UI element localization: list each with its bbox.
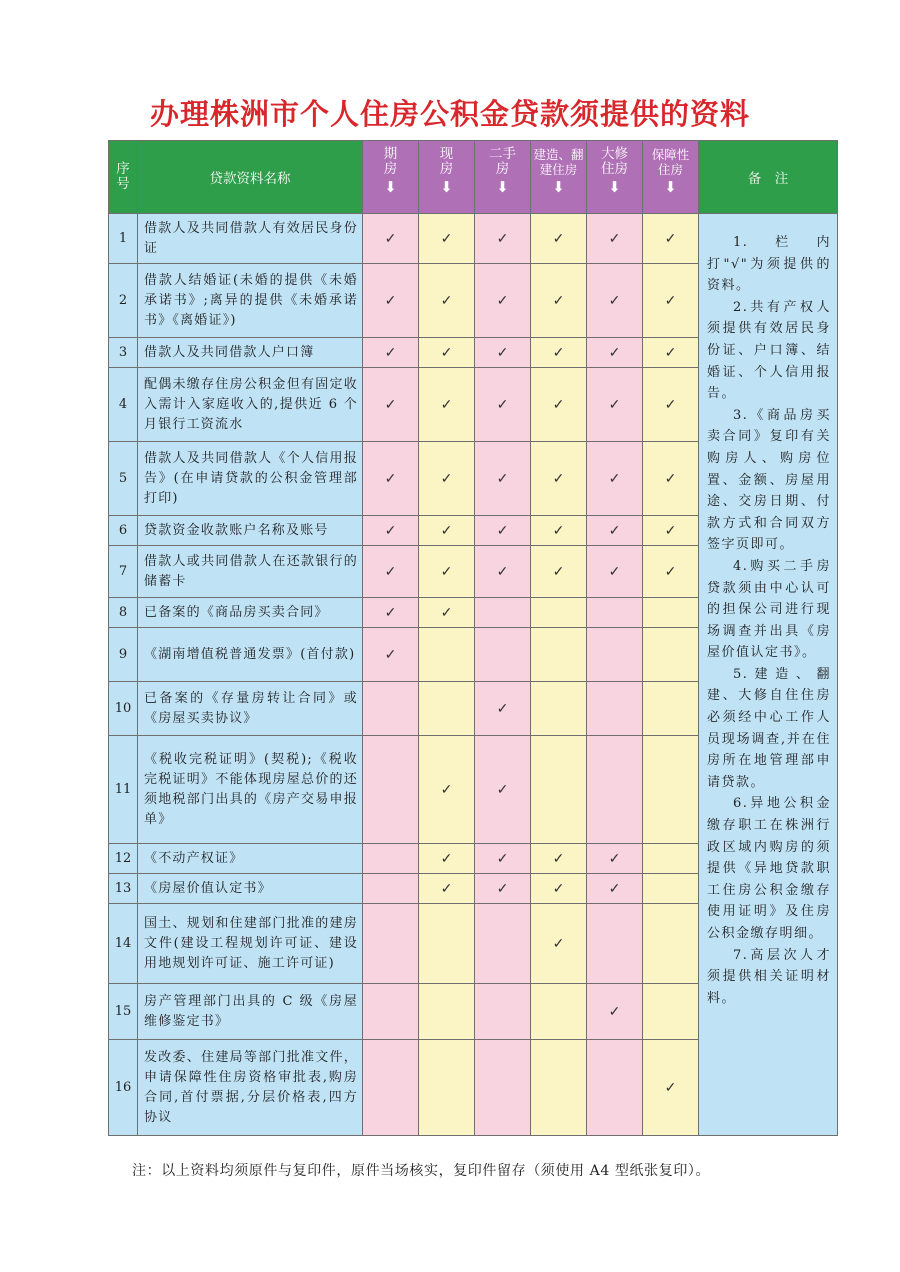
row-number: 9 <box>109 628 138 682</box>
check-cell <box>475 338 531 368</box>
remarks-cell <box>699 214 838 1136</box>
row-number: 16 <box>109 1040 138 1136</box>
check-mark-icon: ✓ <box>552 522 565 539</box>
header-category-2: 现 房 ⬇ <box>419 141 475 214</box>
check-cell <box>643 984 699 1040</box>
check-mark-icon: ✓ <box>440 604 453 621</box>
check-cell <box>587 516 643 546</box>
check-mark-icon: ✓ <box>496 470 509 487</box>
material-name: 房产管理部门出具的 C 级《房屋维修鉴定书》 <box>138 984 363 1040</box>
down-arrow-icon: ⬇ <box>496 178 509 196</box>
check-mark-icon: ✓ <box>496 522 509 539</box>
check-cell <box>587 628 643 682</box>
row-number: 6 <box>109 516 138 546</box>
check-mark-icon: ✓ <box>664 563 677 580</box>
check-cell <box>643 682 699 736</box>
check-mark-icon: ✓ <box>440 880 453 897</box>
material-name: 已备案的《商品房买卖合同》 <box>138 598 363 628</box>
check-cell <box>643 546 699 598</box>
check-cell <box>475 546 531 598</box>
check-mark-icon: ✓ <box>384 344 397 361</box>
remark-item: 4.购买二手房贷款须由中心认可的担保公司进行现场调查并出具《房屋价值认定书》。 <box>707 558 831 661</box>
check-cell <box>475 736 531 844</box>
check-mark-icon: ✓ <box>496 230 509 247</box>
row-number: 14 <box>109 904 138 984</box>
check-mark-icon: ✓ <box>496 880 509 897</box>
row-number: 4 <box>109 368 138 442</box>
remark-item: 7.高层次人才须提供相关证明材料。 <box>707 947 831 1006</box>
check-cell <box>475 874 531 904</box>
check-mark-icon: ✓ <box>608 880 621 897</box>
check-cell <box>587 598 643 628</box>
check-cell <box>587 736 643 844</box>
check-cell <box>475 214 531 264</box>
check-cell <box>363 628 419 682</box>
header-category-3: 二手 房 ⬇ <box>475 141 531 214</box>
check-mark-icon: ✓ <box>496 396 509 413</box>
check-mark-icon: ✓ <box>440 563 453 580</box>
check-mark-icon: ✓ <box>496 700 509 717</box>
check-cell <box>587 442 643 516</box>
check-mark-icon: ✓ <box>608 230 621 247</box>
page-title: 办理株洲市个人住房公积金贷款须提供的资料 <box>149 97 750 131</box>
check-mark-icon: ✓ <box>664 1079 677 1096</box>
check-cell <box>475 682 531 736</box>
check-mark-icon: ✓ <box>552 563 565 580</box>
check-mark-icon: ✓ <box>496 292 509 309</box>
row-number: 2 <box>109 264 138 338</box>
check-mark-icon: ✓ <box>496 344 509 361</box>
check-cell <box>363 874 419 904</box>
check-mark-icon: ✓ <box>552 850 565 867</box>
row-number: 1 <box>109 214 138 264</box>
check-mark-icon: ✓ <box>384 230 397 247</box>
check-cell <box>643 736 699 844</box>
row-number: 8 <box>109 598 138 628</box>
check-cell <box>643 904 699 984</box>
check-mark-icon: ✓ <box>440 850 453 867</box>
check-mark-icon: ✓ <box>608 470 621 487</box>
material-name: 《税收完税证明》(契税);《税收完税证明》不能体现房屋总价的还须地税部门出具的《房产交易申报单》 <box>138 736 363 844</box>
check-cell <box>363 1040 419 1136</box>
check-mark-icon: ✓ <box>440 344 453 361</box>
check-cell <box>419 736 475 844</box>
material-name: 借款人结婚证(未婚的提供《未婚承诺书》;离异的提供《未婚承诺书》《离婚证》) <box>138 264 363 338</box>
check-cell <box>419 516 475 546</box>
check-mark-icon: ✓ <box>384 563 397 580</box>
check-cell <box>531 442 587 516</box>
check-mark-icon: ✓ <box>552 292 565 309</box>
check-cell <box>531 1040 587 1136</box>
check-mark-icon: ✓ <box>440 781 453 798</box>
check-cell <box>363 984 419 1040</box>
check-mark-icon: ✓ <box>440 396 453 413</box>
check-mark-icon: ✓ <box>440 230 453 247</box>
check-cell <box>419 368 475 442</box>
check-mark-icon: ✓ <box>552 396 565 413</box>
check-cell <box>643 442 699 516</box>
check-cell <box>363 844 419 874</box>
check-cell <box>643 338 699 368</box>
check-cell <box>531 214 587 264</box>
remark-item: 6.异地公积金缴存职工在株洲行政区域内购房的须提供《异地贷款职工住房公积金缴存使用证明》及住房公积金缴存明细。 <box>707 796 831 941</box>
table-body <box>109 214 838 1136</box>
check-cell <box>363 264 419 338</box>
check-mark-icon: ✓ <box>384 646 397 663</box>
material-name: 借款人及共同借款人户口簿 <box>138 338 363 368</box>
check-cell <box>643 368 699 442</box>
check-cell <box>531 844 587 874</box>
check-cell <box>643 516 699 546</box>
check-cell <box>419 1040 475 1136</box>
check-cell <box>643 628 699 682</box>
check-cell <box>531 984 587 1040</box>
material-name: 配偶未缴存住房公积金但有固定收入需计入家庭收入的,提供近 6 个月银行工资流水 <box>138 368 363 442</box>
material-name: 发改委、住建局等部门批准文件，申请保障性住房资格审批表,购房合同,首付票据,分层价格表,四方协议 <box>138 1040 363 1136</box>
check-mark-icon: ✓ <box>384 522 397 539</box>
row-number: 3 <box>109 338 138 368</box>
material-name: 已备案的《存量房转让合同》或《房屋买卖协议》 <box>138 682 363 736</box>
remark-item: 5.建造、翻建、大修自住住房必须经中心工作人员现场调查,并在住房所在地管理部申请贷款。 <box>707 666 831 790</box>
check-cell <box>419 214 475 264</box>
header-category-1: 期 房 ⬇ <box>363 141 419 214</box>
check-cell <box>419 338 475 368</box>
check-mark-icon: ✓ <box>496 781 509 798</box>
check-cell <box>531 338 587 368</box>
footnote: 注：以上资料均须原件与复印件，原件当场核实，复印件留存（须使用 A4 型纸张复印）。 <box>132 1163 711 1179</box>
check-mark-icon: ✓ <box>384 470 397 487</box>
check-cell <box>587 682 643 736</box>
check-cell <box>531 874 587 904</box>
check-cell <box>643 1040 699 1136</box>
check-cell <box>363 682 419 736</box>
check-cell <box>419 984 475 1040</box>
check-cell <box>475 984 531 1040</box>
check-cell <box>475 442 531 516</box>
material-name: 《房屋价值认定书》 <box>138 874 363 904</box>
check-cell <box>643 844 699 874</box>
down-arrow-icon: ⬇ <box>440 178 453 196</box>
check-mark-icon: ✓ <box>608 344 621 361</box>
table-row <box>109 214 838 264</box>
check-cell <box>475 516 531 546</box>
check-cell <box>587 368 643 442</box>
check-mark-icon: ✓ <box>664 522 677 539</box>
check-mark-icon: ✓ <box>608 1003 621 1020</box>
down-arrow-icon: ⬇ <box>608 178 621 196</box>
check-cell <box>531 368 587 442</box>
check-mark-icon: ✓ <box>608 563 621 580</box>
check-cell <box>419 546 475 598</box>
check-mark-icon: ✓ <box>664 470 677 487</box>
row-number: 15 <box>109 984 138 1040</box>
check-cell <box>587 264 643 338</box>
header-remarks: 备 注 <box>699 141 838 214</box>
check-cell <box>475 1040 531 1136</box>
check-mark-icon: ✓ <box>440 470 453 487</box>
check-mark-icon: ✓ <box>552 935 565 952</box>
down-arrow-icon: ⬇ <box>664 178 677 196</box>
check-cell <box>531 546 587 598</box>
header-seq: 序 号 <box>109 141 138 214</box>
row-number: 5 <box>109 442 138 516</box>
check-cell <box>643 874 699 904</box>
check-cell <box>643 598 699 628</box>
row-number: 11 <box>109 736 138 844</box>
row-number: 10 <box>109 682 138 736</box>
check-cell <box>363 546 419 598</box>
material-name: 贷款资金收款账户名称及账号 <box>138 516 363 546</box>
remark-item: 2.共有产权人须提供有效居民身份证、户口簿、结婚证、个人信用报告。 <box>707 299 831 402</box>
check-cell <box>587 984 643 1040</box>
check-mark-icon: ✓ <box>664 230 677 247</box>
check-mark-icon: ✓ <box>608 522 621 539</box>
check-mark-icon: ✓ <box>552 344 565 361</box>
check-cell <box>475 264 531 338</box>
material-name: 国土、规划和住建部门批准的建房文件(建设工程规划许可证、建设用地规划许可证、施工许可证) <box>138 904 363 984</box>
check-cell <box>419 598 475 628</box>
check-cell <box>363 338 419 368</box>
check-cell <box>475 368 531 442</box>
check-cell <box>419 442 475 516</box>
material-name: 《湖南增值税普通发票》(首付款) <box>138 628 363 682</box>
header-category-6: 保障性 住房 ⬇ <box>643 141 699 214</box>
check-cell <box>363 904 419 984</box>
check-mark-icon: ✓ <box>664 396 677 413</box>
check-cell <box>587 1040 643 1136</box>
check-mark-icon: ✓ <box>384 292 397 309</box>
check-cell <box>587 904 643 984</box>
check-mark-icon: ✓ <box>608 292 621 309</box>
check-cell <box>419 844 475 874</box>
check-cell <box>419 874 475 904</box>
check-cell <box>363 516 419 546</box>
check-mark-icon: ✓ <box>384 604 397 621</box>
row-number: 7 <box>109 546 138 598</box>
check-cell <box>475 628 531 682</box>
remark-item: 1.栏内打"√"为须提供的资料。 <box>707 235 831 294</box>
check-cell <box>531 516 587 546</box>
check-cell <box>363 442 419 516</box>
check-cell <box>419 264 475 338</box>
check-cell <box>475 598 531 628</box>
check-cell <box>531 904 587 984</box>
check-mark-icon: ✓ <box>384 396 397 413</box>
check-cell <box>419 628 475 682</box>
check-cell <box>587 214 643 264</box>
check-cell <box>363 214 419 264</box>
check-cell <box>419 904 475 984</box>
material-name: 借款人或共同借款人在还款银行的储蓄卡 <box>138 546 363 598</box>
materials-table <box>108 140 838 1136</box>
check-mark-icon: ✓ <box>608 850 621 867</box>
check-mark-icon: ✓ <box>552 230 565 247</box>
check-cell <box>363 736 419 844</box>
check-cell <box>643 264 699 338</box>
check-cell <box>475 904 531 984</box>
check-cell <box>363 368 419 442</box>
check-mark-icon: ✓ <box>496 850 509 867</box>
check-cell <box>587 874 643 904</box>
header-category-4: 建造、翻 建住房 ⬇ <box>531 141 587 214</box>
check-cell <box>643 214 699 264</box>
check-cell <box>531 628 587 682</box>
check-cell <box>531 736 587 844</box>
check-mark-icon: ✓ <box>496 563 509 580</box>
check-cell <box>587 844 643 874</box>
check-mark-icon: ✓ <box>440 292 453 309</box>
row-number: 13 <box>109 874 138 904</box>
check-mark-icon: ✓ <box>552 470 565 487</box>
check-cell <box>587 546 643 598</box>
check-mark-icon: ✓ <box>440 522 453 539</box>
check-mark-icon: ✓ <box>664 344 677 361</box>
check-cell <box>531 598 587 628</box>
down-arrow-icon: ⬇ <box>384 178 397 196</box>
material-name: 《不动产权证》 <box>138 844 363 874</box>
remark-item: 3.《商品房买卖合同》复印有关购房人、购房位置、金额、房屋用途、交房日期、付款方式和合同双方签字页即可。 <box>707 407 831 553</box>
check-cell <box>363 598 419 628</box>
check-mark-icon: ✓ <box>664 292 677 309</box>
check-cell <box>587 338 643 368</box>
check-cell <box>475 844 531 874</box>
check-cell <box>531 682 587 736</box>
down-arrow-icon: ⬇ <box>552 178 565 196</box>
material-name: 借款人及共同借款人有效居民身份证 <box>138 214 363 264</box>
material-name: 借款人及共同借款人《个人信用报告》(在申请贷款的公积金管理部打印) <box>138 442 363 516</box>
check-mark-icon: ✓ <box>608 396 621 413</box>
header-category-5: 大修 住房 ⬇ <box>587 141 643 214</box>
header-material-name: 贷款资料名称 <box>138 141 363 214</box>
check-cell <box>419 682 475 736</box>
check-cell <box>531 264 587 338</box>
check-mark-icon: ✓ <box>552 880 565 897</box>
row-number: 12 <box>109 844 138 874</box>
